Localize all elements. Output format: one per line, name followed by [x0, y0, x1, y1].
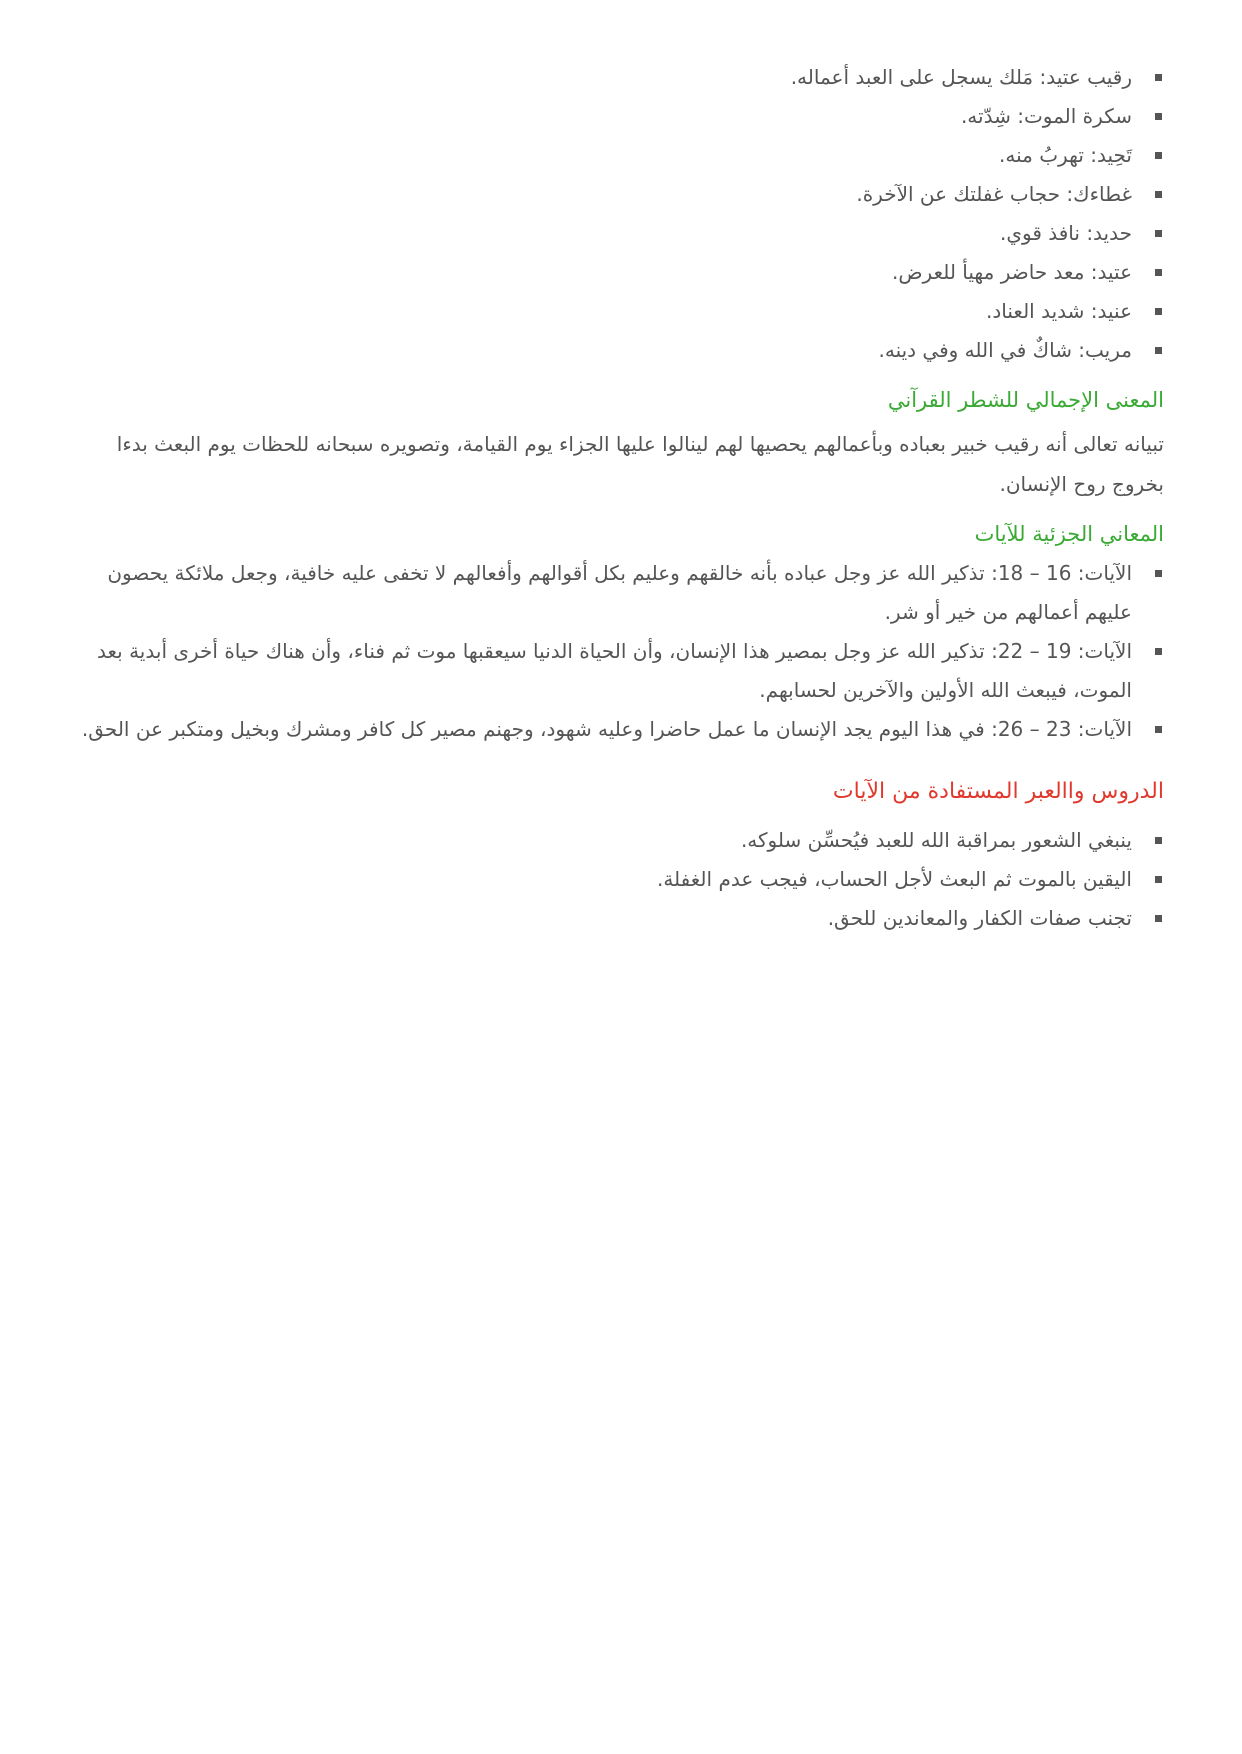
- list-item: اليقين بالموت ثم البعث لأجل الحساب، فيجب عدم الغفلة.: [78, 860, 1164, 899]
- square-bullet-icon: [1155, 74, 1162, 81]
- square-bullet-icon: [1155, 837, 1162, 844]
- list-item: الآيات: 19 – 22: تذكير الله عز وجل بمصير هذا الإنسان، وأن الحياة الدنيا سيعقبها موت ثم فناء، وأن هناك حياة أخرى أبدية بعد الموت، فيبعث الله الأولين والآخرين لحسابهم.: [78, 632, 1164, 710]
- square-bullet-icon: [1155, 269, 1162, 276]
- general-meaning-paragraph: تبيانه تعالى أنه رقيب خبير بعباده وبأعمالهم يحصيها لهم لينالوا عليها الجزاء يوم القيامة، وتصويره سبحانه للحظات يوم البعث بدءا بخروج روح الإنسان.: [116, 432, 1164, 496]
- square-bullet-icon: [1155, 152, 1162, 159]
- list-item: الآيات: 16 – 18: تذكير الله عز وجل عباده بأنه خالقهم وعليم بكل أقوالهم وأفعالهم لا تخفى عليه خافية، وجعل ملائكة يحصون عليهم أعمالهم من خير أو شر.: [78, 554, 1164, 632]
- square-bullet-icon: [1155, 191, 1162, 198]
- list-item: تَحِيد: تهربُ منه.: [78, 136, 1164, 175]
- list-item: عتيد: معد حاضر مهيأ للعرض.: [78, 253, 1164, 292]
- list-item: غطاءك: حجاب غفلتك عن الآخرة.: [78, 175, 1164, 214]
- square-bullet-icon: [1155, 347, 1162, 354]
- list-item: سكرة الموت: شِدّته.: [78, 97, 1164, 136]
- list-item: الآيات: 23 – 26: في هذا اليوم يجد الإنسان ما عمل حاضرا وعليه شهود، وجهنم مصير كل كافر ومشرك وبخيل ومتكبر عن الحق.: [78, 710, 1164, 749]
- square-bullet-icon: [1155, 648, 1162, 655]
- list-item: حديد: نافذ قوي.: [78, 214, 1164, 253]
- square-bullet-icon: [1155, 113, 1162, 120]
- list-item: مريب: شاكٌ في الله وفي دينه.: [78, 331, 1164, 370]
- lessons-heading: الدروس واالعبر المستفادة من الآيات: [832, 779, 1164, 804]
- list-item: ينبغي الشعور بمراقبة الله للعبد فيُحسِّن سلوكه.: [78, 821, 1164, 860]
- lessons-list: [78, 821, 1164, 938]
- partial-meanings-list: [78, 554, 1164, 749]
- general-meaning-heading: المعنى الإجمالي للشطر القرآني: [887, 388, 1164, 412]
- square-bullet-icon: [1155, 915, 1162, 922]
- list-item: تجنب صفات الكفار والمعاندين للحق.: [78, 899, 1164, 938]
- square-bullet-icon: [1155, 726, 1162, 733]
- vocabulary-list: [78, 58, 1164, 370]
- square-bullet-icon: [1155, 570, 1162, 577]
- square-bullet-icon: [1155, 876, 1162, 883]
- partial-meanings-heading: المعاني الجزئية للآيات: [974, 522, 1164, 546]
- list-item: رقيب عتيد: مَلك يسجل على العبد أعماله.: [78, 58, 1164, 97]
- square-bullet-icon: [1155, 230, 1162, 237]
- square-bullet-icon: [1155, 308, 1162, 315]
- list-item: عنيد: شديد العناد.: [78, 292, 1164, 331]
